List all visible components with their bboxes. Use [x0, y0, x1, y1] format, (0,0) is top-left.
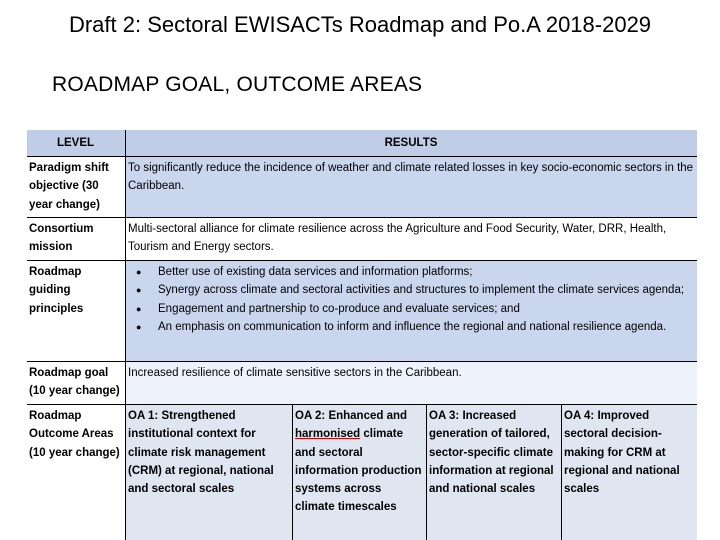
table-row-paradigm — [27, 156, 697, 218]
oa2-part-c: climate and sectoral information production systems across climate timescales — [295, 428, 422, 514]
principles-list — [128, 263, 694, 336]
slide-subtitle: ROADMAP GOAL, OUTCOME AREAS — [52, 73, 423, 96]
table-row-goal — [27, 361, 697, 405]
table-row-principles — [27, 260, 697, 362]
consortium-level: Consortium mission — [29, 223, 94, 254]
outcome-area-2 — [293, 405, 426, 540]
list-item: ● Better use of existing data services and information platforms; — [136, 263, 694, 281]
outcome-area-4: OA 4: Improved sectoral decision-making for CRM at regional and national scales — [564, 410, 680, 496]
list-item: ● Synergy across climate and sectoral activities and structures to implement the climate services agenda; — [136, 281, 694, 299]
table-row-consortium — [27, 217, 697, 261]
roadmap-table — [27, 130, 697, 540]
table-row-outcomes — [27, 404, 697, 540]
slide-title: Draft 2: Sectoral EWISACTs Roadmap and Po.A 2018-2029 — [68, 12, 652, 37]
goal-level: Roadmap goal (10 year change) — [27, 362, 125, 405]
list-item: ● An emphasis on communication to inform and influence the regional and national resilience agenda. — [136, 318, 694, 336]
outcome-area-3: OA 3: Increased generation of tailored, sector-specific climate information at regional and national scales — [429, 410, 554, 496]
oa2-part-a: OA 2: Enhanced and — [295, 410, 408, 422]
outcomes-level: Roadmap Outcome Areas (10 year change) — [27, 405, 125, 540]
header-level: LEVEL — [56, 137, 95, 149]
outcome-area-1: OA 1: Strengthened institutional context for climate risk management (CRM) at regional, national and sectoral scales — [128, 410, 274, 496]
oa2-part-b: harmonised — [295, 428, 361, 441]
principles-level: Roadmap guiding principles — [27, 261, 125, 362]
header-results: RESULTS — [384, 137, 438, 149]
list-item: ● Engagement and partnership to co-produce and evaluate services; and — [136, 300, 694, 318]
paradigm-result: To significantly reduce the incidence of weather and climate related losses in key socio-economic sectors in the Caribbean. — [128, 162, 694, 193]
principles-list-cell — [126, 261, 697, 362]
paradigm-level: Paradigm shift objective (30 year change) — [27, 157, 125, 218]
goal-result: Increased resilience of climate sensitive sectors in the Caribbean. — [128, 367, 462, 379]
consortium-result: Multi-sectoral alliance for climate resilience across the Agriculture and Food Security, Water, DRR, Health, Tourism and Energy sectors. — [128, 223, 667, 254]
table-header-row — [27, 130, 697, 156]
